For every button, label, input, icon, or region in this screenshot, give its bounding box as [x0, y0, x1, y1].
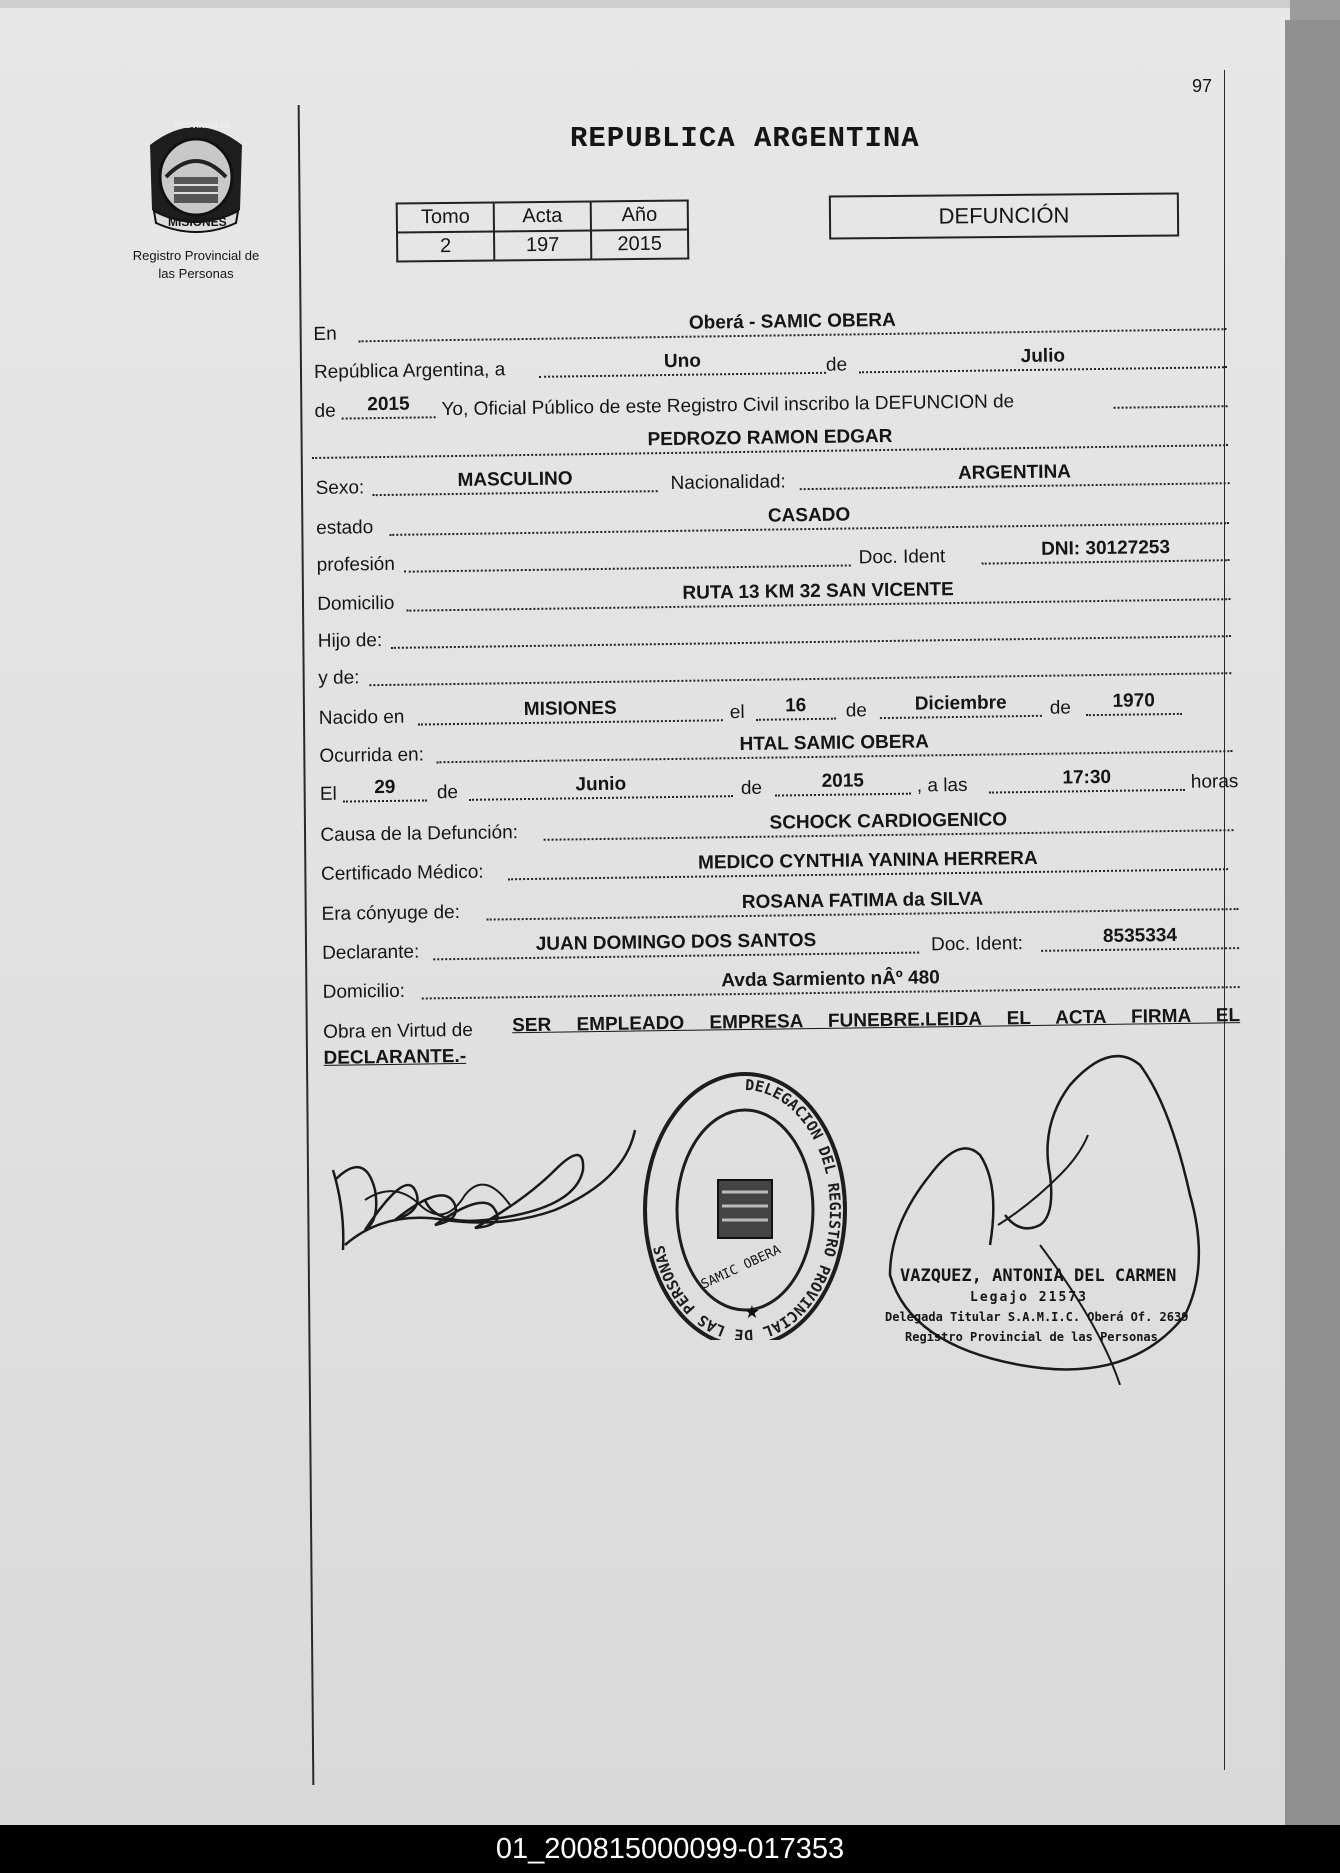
- sexo-value: MASCULINO: [457, 468, 573, 491]
- nacionalidad-label: Nacionalidad:: [670, 471, 786, 494]
- nacido-place: MISIONES: [523, 697, 617, 721]
- volume-header-tomo: Tomo: [397, 203, 494, 233]
- nacido-de2: de: [1049, 697, 1072, 719]
- nacido-label: Nacido en: [318, 706, 405, 729]
- deceased-name: PEDROZO RAMON EDGAR: [647, 425, 893, 451]
- document-type: DEFUNCIÓN: [829, 192, 1179, 239]
- obra-label: Obra en Virtud de: [323, 1019, 473, 1043]
- fd-a-las: , a las: [916, 774, 968, 797]
- domicilio-decl-value: Avda Sarmiento nÂº 480: [721, 967, 940, 992]
- domicilio-value: RUTA 13 KM 32 SAN VICENTE: [682, 579, 954, 604]
- year-de-label: de: [314, 400, 336, 422]
- sexo-label: Sexo:: [315, 477, 365, 499]
- official-name: VAZQUEZ, ANTONIA DEL CARMEN: [900, 1266, 1177, 1286]
- estado-value: CASADO: [767, 504, 851, 527]
- fd-day: 29: [374, 776, 396, 799]
- certificado-label: Certificado Médico:: [320, 861, 484, 885]
- page-number: 97: [1192, 76, 1213, 96]
- registry-name-line1: Registro Provincial de: [132, 248, 260, 263]
- year-line-text: Yo, Oficial Público de este Registro Civil inscribo la DEFUNCION de: [441, 391, 1015, 421]
- domicilio-decl-label: Domicilio:: [322, 980, 406, 1003]
- volume-acta: 197: [494, 230, 591, 260]
- emblem-bottom-text: MISIONES: [168, 215, 227, 229]
- fd-horas: horas: [1190, 771, 1239, 793]
- declarante-doc-value: 8535334: [1102, 924, 1178, 947]
- nacido-el-label: el: [729, 701, 745, 724]
- declarante-doc-label: Doc. Ident:: [930, 933, 1024, 956]
- fd-time: 17:30: [1062, 766, 1112, 789]
- conyuge-label: Era cónyuge de:: [321, 901, 461, 925]
- nacionalidad-value: ARGENTINA: [957, 461, 1072, 484]
- year-value: 2015: [367, 393, 410, 416]
- domicilio-label: Domicilio: [317, 592, 395, 615]
- fecha-month: Julio: [1020, 345, 1066, 368]
- ocurrida-value: HTAL SAMIC OBERA: [739, 731, 930, 756]
- ocurrida-label: Ocurrida en:: [319, 744, 425, 767]
- fd-de1: de: [436, 781, 459, 804]
- volume-header-acta: Acta: [494, 201, 591, 231]
- stamp-ring-text: DELEGACION DEL REGISTRO PROVINCIAL DE LAS PERSONAS: [649, 1075, 845, 1340]
- registry-name-line2: las Personas: [158, 266, 234, 281]
- obra-value-line2: DECLARANTE.-: [323, 1045, 467, 1069]
- estado-label: estado: [316, 517, 374, 539]
- volume-header-ano: Año: [591, 200, 688, 230]
- document-heading: REPUBLICA ARGENTINA: [570, 122, 920, 155]
- nacido-month: Diciembre: [914, 692, 1007, 715]
- image-caption: 01_200815000099-017353: [0, 1825, 1340, 1873]
- causa-value: SCHOCK CARDIOGENICO: [769, 809, 1008, 834]
- profesion-label: profesión: [316, 553, 396, 576]
- volume-tomo: 2: [397, 232, 494, 262]
- nacido-year: 1970: [1112, 690, 1155, 712]
- hijo-de-label: Hijo de:: [317, 630, 383, 652]
- nacido-de1: de: [845, 700, 868, 722]
- en-value: Oberá - SAMIC OBERA: [688, 309, 896, 334]
- y-de-label: y de:: [318, 667, 360, 689]
- declarante-label: Declarante:: [321, 941, 420, 964]
- emblem-top-text: PROVINCIA DE: [174, 121, 232, 130]
- official-title: Delegada Titular S.A.M.I.C. Oberá Of. 2639: [885, 1310, 1189, 1324]
- doc-ident-label: Doc. Ident: [858, 546, 946, 569]
- official-legajo: Legajo 21573: [970, 1290, 1088, 1305]
- fd-year: 2015: [821, 770, 865, 792]
- province-emblem: [140, 115, 252, 240]
- official-org: Registro Provincial de las Personas: [905, 1330, 1158, 1344]
- doc-ident-value: DNI: 30127253: [1040, 537, 1171, 560]
- stamp-seal-icon: [640, 1060, 850, 1340]
- fecha-day: Uno: [663, 350, 702, 373]
- profesion-fill: [403, 534, 850, 572]
- obra-value-line1: SER EMPLEADO EMPRESA FUNEBRE.LEIDA EL ACTA FIRMA EL: [512, 1005, 1241, 1037]
- certificado-value: MEDICO CYNTHIA YANINA HERRERA: [697, 847, 1038, 874]
- causa-label: Causa de la Defunción:: [320, 822, 519, 846]
- fd-de2: de: [740, 777, 763, 800]
- volume-ano: 2015: [591, 229, 688, 259]
- fd-month: Junio: [575, 773, 627, 796]
- stamp-center-text: SAMIC OBERA: [698, 1242, 784, 1293]
- en-label: En: [313, 323, 337, 345]
- stamp-star-icon: ★: [743, 1302, 761, 1322]
- year-line-fill: [1113, 375, 1227, 409]
- fecha-prefix: República Argentina, a: [313, 359, 506, 383]
- page-top-edge: [0, 0, 1290, 8]
- nacido-day: 16: [784, 695, 807, 717]
- conyuge-value: ROSANA FATIMA da SILVA: [741, 888, 984, 914]
- fd-el-label: El: [319, 783, 337, 805]
- volume-table: [396, 199, 690, 262]
- registry-stamp: [640, 1060, 850, 1340]
- declarant-signature: [325, 1110, 645, 1260]
- page-right-edge: [1285, 20, 1340, 1825]
- fecha-de-label: de: [825, 354, 848, 376]
- declarante-value: JUAN DOMINGO DOS SANTOS: [535, 929, 817, 955]
